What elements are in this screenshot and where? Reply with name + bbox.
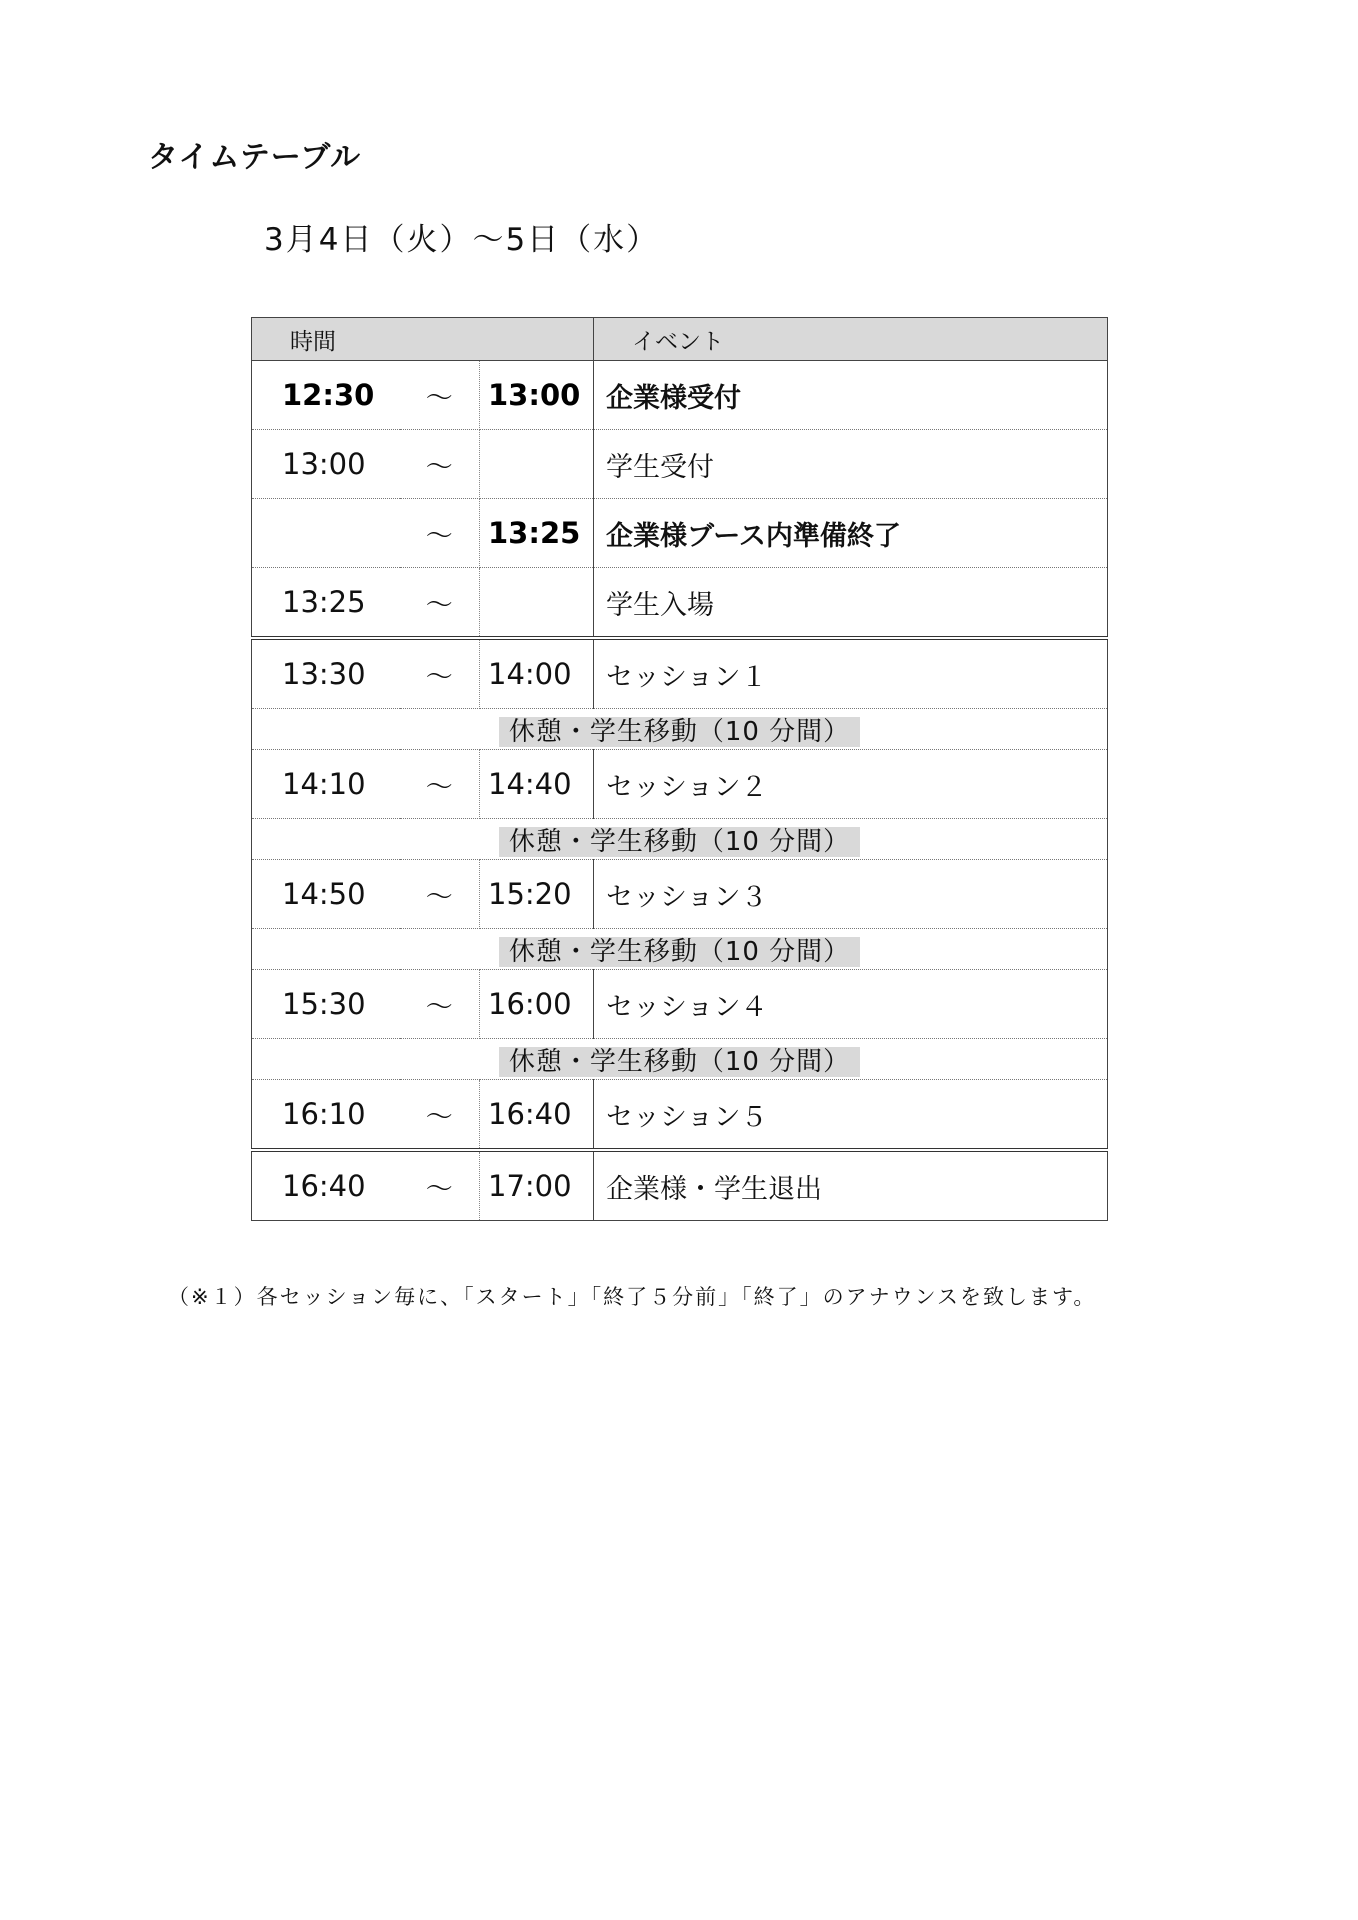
table-row <box>252 1150 1108 1221</box>
break-label: 休憩・学生移動（10 分間） <box>499 827 860 857</box>
break-row <box>252 709 1108 750</box>
end-time: 13:00 <box>480 361 594 430</box>
time-separator: ～ <box>400 638 480 709</box>
event-name: 学生受付 <box>594 430 1108 499</box>
event-name: セッション２ <box>594 750 1108 819</box>
event-name: 学生入場 <box>594 568 1108 639</box>
start-time: 13:25 <box>252 568 400 639</box>
start-time <box>252 499 400 568</box>
time-separator: ～ <box>400 568 480 639</box>
table-row <box>252 638 1108 709</box>
event-name: 企業様ブース内準備終了 <box>594 499 1108 568</box>
header-event: イベント <box>594 318 1108 361</box>
end-time <box>480 430 594 499</box>
event-date: 3月4日（火）～5日（水） <box>264 222 660 258</box>
break-label: 休憩・学生移動（10 分間） <box>499 717 860 747</box>
start-time: 14:50 <box>252 860 400 929</box>
time-separator: ～ <box>400 750 480 819</box>
end-time: 13:25 <box>480 499 594 568</box>
event-name: セッション５ <box>594 1080 1108 1151</box>
time-separator: ～ <box>400 499 480 568</box>
time-separator: ～ <box>400 970 480 1039</box>
start-time: 15:30 <box>252 970 400 1039</box>
time-separator: ～ <box>400 361 480 430</box>
break-row <box>252 819 1108 860</box>
break-label: 休憩・学生移動（10 分間） <box>499 937 860 967</box>
end-time: 16:40 <box>480 1080 594 1151</box>
start-time: 16:10 <box>252 1080 400 1151</box>
table-row <box>252 750 1108 819</box>
event-name: 企業様・学生退出 <box>594 1150 1108 1221</box>
table-row <box>252 361 1108 430</box>
timetable <box>251 317 1108 1221</box>
time-separator: ～ <box>400 1150 480 1221</box>
end-time: 17:00 <box>480 1150 594 1221</box>
break-row <box>252 1039 1108 1080</box>
footnote: （※１）各セッション毎に、「スタート」「終了５分前」「終了」のアナウンスを致します。 <box>168 1285 1097 1309</box>
event-name: セッション１ <box>594 638 1108 709</box>
table-row <box>252 568 1108 639</box>
end-time <box>480 568 594 639</box>
table-row <box>252 860 1108 929</box>
start-time: 14:10 <box>252 750 400 819</box>
time-separator: ～ <box>400 430 480 499</box>
header-time: 時間 <box>252 318 594 361</box>
event-name: セッション４ <box>594 970 1108 1039</box>
start-time: 13:00 <box>252 430 400 499</box>
end-time: 14:40 <box>480 750 594 819</box>
table-row <box>252 430 1108 499</box>
end-time: 15:20 <box>480 860 594 929</box>
timetable-header <box>252 318 1108 361</box>
start-time: 16:40 <box>252 1150 400 1221</box>
end-time: 14:00 <box>480 638 594 709</box>
event-name: セッション３ <box>594 860 1108 929</box>
table-row <box>252 499 1108 568</box>
break-label: 休憩・学生移動（10 分間） <box>499 1047 860 1077</box>
table-row <box>252 1080 1108 1151</box>
table-row <box>252 970 1108 1039</box>
time-separator: ～ <box>400 860 480 929</box>
start-time: 12:30 <box>252 361 400 430</box>
end-time: 16:00 <box>480 970 594 1039</box>
page-title: タイムテーブル <box>148 140 362 175</box>
start-time: 13:30 <box>252 638 400 709</box>
break-row <box>252 929 1108 970</box>
time-separator: ～ <box>400 1080 480 1151</box>
event-name: 企業様受付 <box>594 361 1108 430</box>
